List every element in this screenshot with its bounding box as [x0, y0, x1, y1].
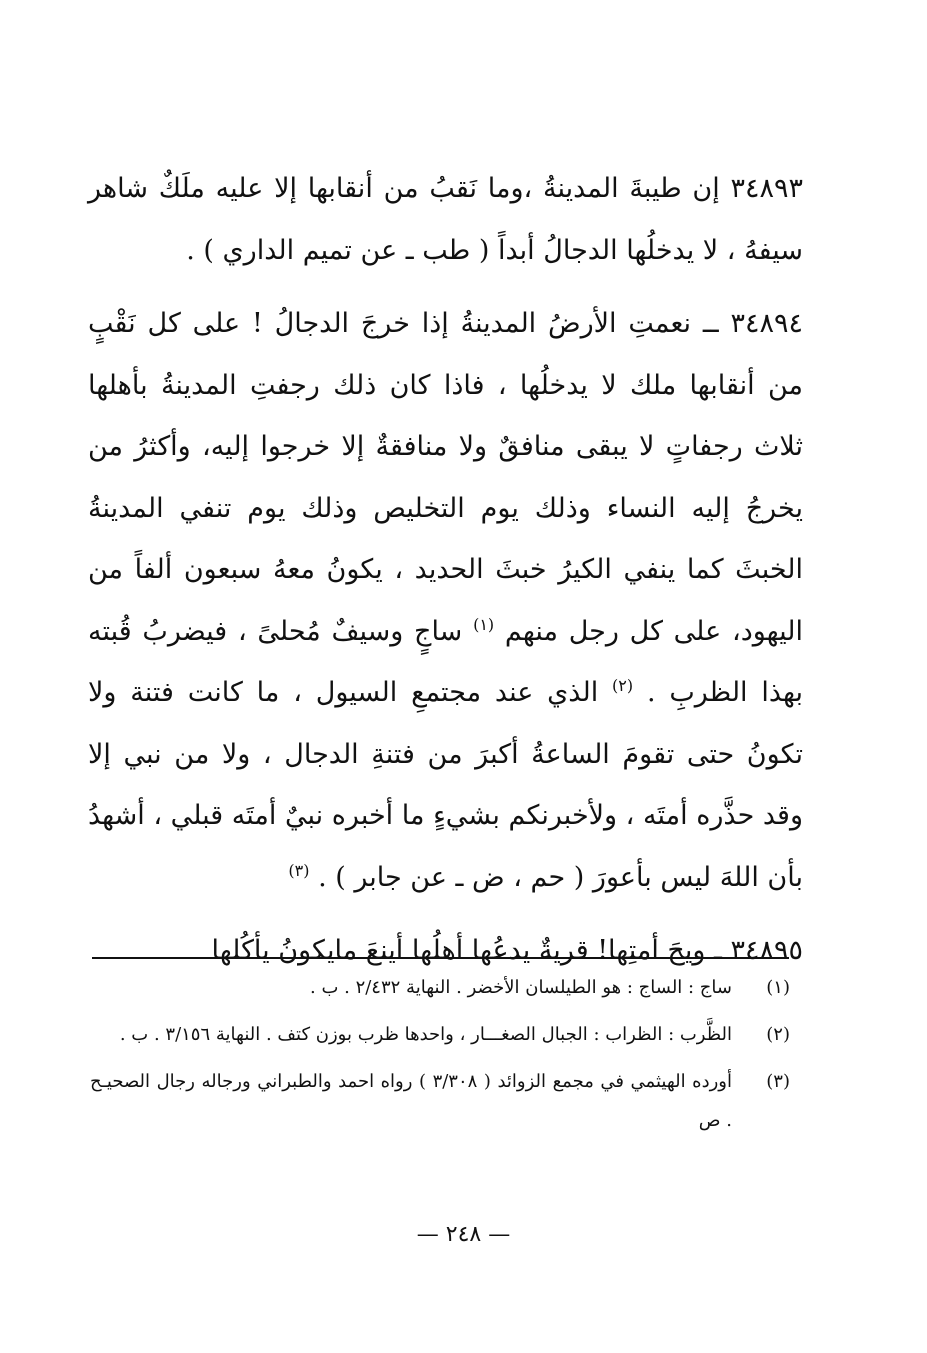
hadith-text-continued: ساجٍ وسيفٌ مُحلىً ، فيضربُ قُبته بهذا الظربِ .: [88, 615, 804, 708]
footnote-number: (٢): [766, 1024, 790, 1045]
footnote-2: [90, 1015, 790, 1054]
footnote-text: أورده الهيثمي في مجمع الزوائد ( ٣/٣٠٨ ) رواه احمد والطبراني ورجاله رجال الصحيـح . ص: [90, 1071, 732, 1131]
hadith-text: ٣٤٨٩٤ ــ نعمتِ الأرضُ المدينةُ إذا خرجَ الدجالُ ! على كل نَقْبٍ من أنقابها ملك لا يدخلُها ، فاذا كان ذلك رجفتِ المدينةُ بأهلها ثلاث رجفاتٍ لا يبقى منافقٌ ولا منافقةٌ إلا خرجوا إليه، وأكثرُ من يخرجُ إليه النساء وذلك يوم التخليص وذلك يوم تنفي المدينةُ الخبثَ كما ينفي الكيرُ خبثَ الحديد ، يكونُ معهُ سبعون ألفاً من اليهود، على كل رجل منهم: [88, 308, 803, 647]
hadith-text: ٣٤٨٩٥ ـ ويحَ أمتِها! قريةٌ يدعُها أهلُها أينعَ مايكونُ يأكُلها: [211, 935, 803, 966]
hadith-34893: [88, 158, 803, 281]
footnote-1: [90, 968, 790, 1007]
footnote-3: [90, 1062, 790, 1140]
footnote-number: (٣): [766, 1071, 790, 1092]
footnote-divider: [92, 957, 789, 959]
hadith-text: ٣٤٨٩٣ إن طيبةَ المدينةُ ،وما نَقبُ من أنقابها إلا عليه ملَكٌ شاهر سيفهُ ، لا يدخلُها الدجالُ أبداً ( طب ـ عن تميم الداري ) .: [88, 173, 803, 266]
page-number: — ٢٤٨ —: [416, 1222, 511, 1247]
hadith-34894: [88, 293, 803, 908]
footnotes: [90, 968, 790, 1140]
footnote-text: ساج : الساج : هو الطيلسان الأخضر . النهاية ٢/٤٣٢ . ب .: [310, 977, 732, 998]
footnote-ref-1: (١): [473, 614, 495, 634]
footnote-ref-3: (٣): [288, 860, 310, 880]
main-text-body: [88, 158, 803, 982]
footnote-text: الظَّرب : الظراب : الجبال الصغـــار ، واحدها ظرب بوزن كتف . النهاية ٣/١٥٦ . ب .: [119, 1024, 732, 1045]
footnote-ref-2: (٢): [612, 676, 634, 695]
hadith-text-continued: الذي عند مجتمعِ السيول ، ما كانت فتنة ولا تكونُ حتى تقومَ الساعةُ أكبرَ من فتنةِ الدجال ، ولا من نبي إلا وقد حذَّره أمتَه ، ولأخبرنكم بشيءٍ ما أخبره نبيٌ أمتَه قبلي ، أشهدُ بأن اللهَ ليس بأعورَ ( حم ، ض ـ عن جابر ) .: [88, 677, 803, 893]
footnote-number: (١): [766, 977, 790, 998]
